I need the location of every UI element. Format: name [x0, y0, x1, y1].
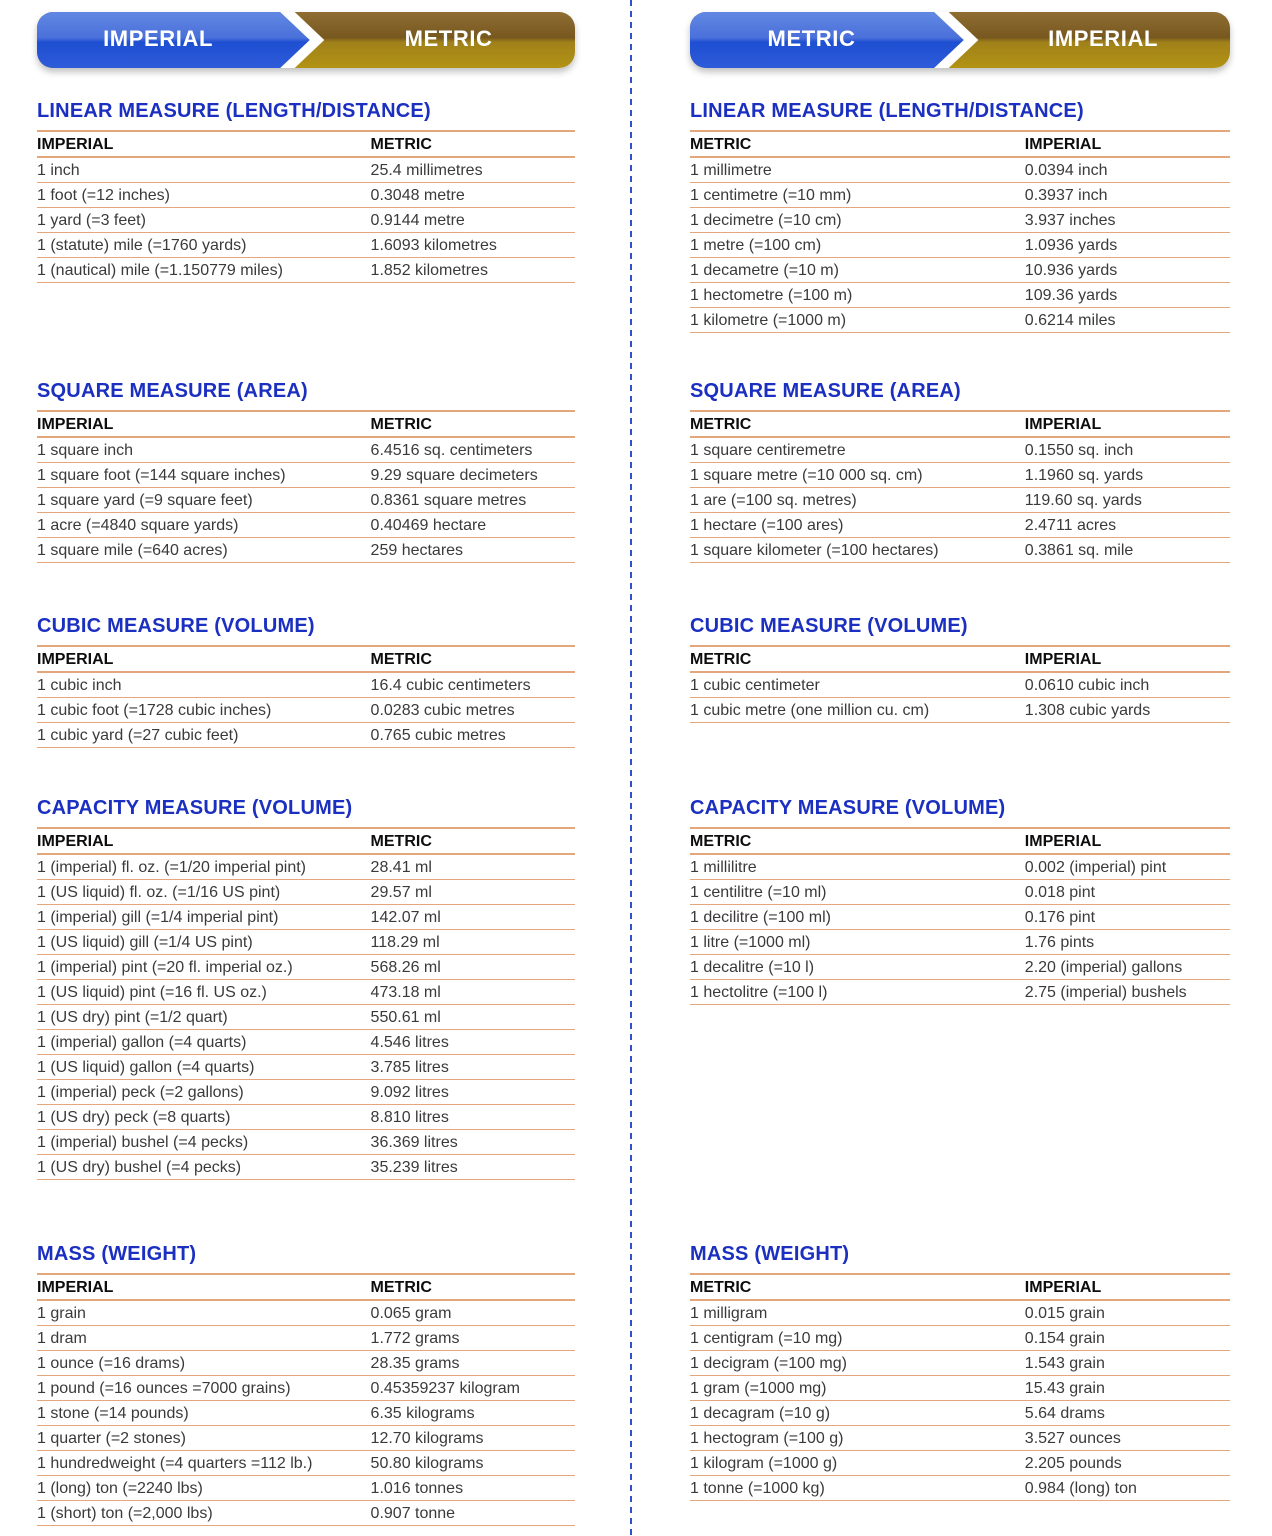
table-row: [37, 698, 575, 723]
value-cell: 0.907 tonne: [371, 1501, 575, 1526]
value-cell: 9.092 litres: [371, 1080, 575, 1105]
column-header: METRIC: [690, 411, 1025, 437]
column-header: METRIC: [690, 646, 1025, 672]
value-cell: 10.936 yards: [1025, 258, 1230, 283]
unit-cell: 1 decilitre (=100 ml): [690, 905, 1025, 930]
unit-cell: 1 tonne (=1000 kg): [690, 1476, 1025, 1501]
section-title: CAPACITY MEASURE (VOLUME): [690, 797, 1006, 819]
table-row: [690, 880, 1230, 905]
table-row: [690, 463, 1230, 488]
unit-cell: 1 yard (=3 feet): [37, 208, 371, 233]
table-row: [37, 488, 575, 513]
table-row: [37, 1326, 575, 1351]
value-cell: 0.0610 cubic inch: [1025, 672, 1230, 698]
table-row: [37, 854, 575, 880]
value-cell: 15.43 grain: [1025, 1376, 1230, 1401]
table-row: [37, 1055, 575, 1080]
unit-cell: 1 square mile (=640 acres): [37, 538, 371, 563]
unit-cell: 1 metre (=100 cm): [690, 233, 1025, 258]
table-row: [37, 880, 575, 905]
table-row: [37, 1130, 575, 1155]
value-cell: 0.002 (imperial) pint: [1025, 854, 1230, 880]
section-title: CUBIC MEASURE (VOLUME): [690, 615, 968, 637]
value-cell: 6.4516 sq. centimeters: [371, 437, 575, 463]
value-cell: 6.35 kilograms: [371, 1401, 575, 1426]
value-cell: 29.57 ml: [371, 880, 575, 905]
value-cell: 1.308 cubic yards: [1025, 698, 1230, 723]
value-cell: 1.852 kilometres: [371, 258, 575, 283]
column-header: METRIC: [690, 828, 1025, 854]
unit-cell: 1 (US dry) peck (=8 quarts): [37, 1105, 371, 1130]
table-row: [37, 1476, 575, 1501]
unit-cell: 1 (US dry) bushel (=4 pecks): [37, 1155, 371, 1180]
section-title: SQUARE MEASURE (AREA): [37, 380, 308, 402]
unit-cell: 1 square inch: [37, 437, 371, 463]
unit-cell: 1 foot (=12 inches): [37, 183, 371, 208]
value-cell: 12.70 kilograms: [371, 1426, 575, 1451]
unit-cell: 1 decimetre (=10 cm): [690, 208, 1025, 233]
unit-cell: 1 decigram (=100 mg): [690, 1351, 1025, 1376]
table-row: [37, 513, 575, 538]
conversion-table: [690, 130, 1230, 333]
table-row: [690, 157, 1230, 183]
value-cell: 9.29 square decimeters: [371, 463, 575, 488]
value-cell: 118.29 ml: [371, 930, 575, 955]
metric-to-imperial-banner: [690, 12, 1230, 68]
value-cell: 28.35 grams: [371, 1351, 575, 1376]
section-title: CAPACITY MEASURE (VOLUME): [37, 797, 353, 819]
section-imperial-to-metric-5: [37, 1243, 575, 1526]
value-cell: 1.543 grain: [1025, 1351, 1230, 1376]
table-row: [37, 183, 575, 208]
column-header: IMPERIAL: [1025, 646, 1230, 672]
column-header: IMPERIAL: [37, 1274, 371, 1300]
section-metric-to-imperial-4: [690, 797, 1230, 1005]
unit-cell: 1 inch: [37, 157, 371, 183]
table-row: [690, 980, 1230, 1005]
value-cell: 1.76 pints: [1025, 930, 1230, 955]
value-cell: 4.546 litres: [371, 1030, 575, 1055]
unit-cell: 1 (US liquid) fl. oz. (=1/16 US pint): [37, 880, 371, 905]
value-cell: 28.41 ml: [371, 854, 575, 880]
conversion-table: [37, 410, 575, 563]
table-row: [37, 538, 575, 563]
section-metric-to-imperial-1: [690, 100, 1230, 333]
table-row: [37, 1451, 575, 1476]
column-header: METRIC: [371, 131, 575, 157]
value-cell: 473.18 ml: [371, 980, 575, 1005]
unit-cell: 1 quarter (=2 stones): [37, 1426, 371, 1451]
banner-to-label: IMPERIAL: [1048, 25, 1159, 51]
table-row: [37, 437, 575, 463]
value-cell: 50.80 kilograms: [371, 1451, 575, 1476]
unit-cell: 1 centimetre (=10 mm): [690, 183, 1025, 208]
value-cell: 0.45359237 kilogram: [371, 1376, 575, 1401]
value-cell: 109.36 yards: [1025, 283, 1230, 308]
section-imperial-to-metric-2: [37, 380, 575, 563]
banner-from-label: IMPERIAL: [103, 25, 213, 51]
value-cell: 0.40469 hectare: [371, 513, 575, 538]
table-header-row: [690, 1274, 1230, 1300]
unit-cell: 1 ounce (=16 drams): [37, 1351, 371, 1376]
table-row: [37, 905, 575, 930]
table-row: [37, 233, 575, 258]
table-row: [37, 980, 575, 1005]
unit-cell: 1 (nautical) mile (=1.150779 miles): [37, 258, 371, 283]
table-row: [690, 488, 1230, 513]
table-row: [690, 1326, 1230, 1351]
value-cell: 1.0936 yards: [1025, 233, 1230, 258]
two-column-layout: [37, 12, 1230, 1526]
unit-cell: 1 grain: [37, 1300, 371, 1326]
unit-cell: 1 (statute) mile (=1760 yards): [37, 233, 371, 258]
table-row: [37, 1030, 575, 1055]
table-header-row: [690, 646, 1230, 672]
table-row: [37, 258, 575, 283]
column-header: METRIC: [371, 411, 575, 437]
unit-cell: 1 decametre (=10 m): [690, 258, 1025, 283]
section-title: CUBIC MEASURE (VOLUME): [37, 615, 315, 637]
table-header-row: [690, 411, 1230, 437]
table-row: [690, 698, 1230, 723]
unit-cell: 1 decagram (=10 g): [690, 1401, 1025, 1426]
table-header-row: [37, 131, 575, 157]
table-row: [37, 157, 575, 183]
column-header: METRIC: [371, 1274, 575, 1300]
value-cell: 0.0394 inch: [1025, 157, 1230, 183]
value-cell: 1.6093 kilometres: [371, 233, 575, 258]
value-cell: 550.61 ml: [371, 1005, 575, 1030]
conversion-table: [37, 827, 575, 1180]
table-row: [690, 1300, 1230, 1326]
section-imperial-to-metric-3: [37, 615, 575, 748]
table-header-row: [690, 828, 1230, 854]
unit-cell: 1 square metre (=10 000 sq. cm): [690, 463, 1025, 488]
unit-cell: 1 hectolitre (=100 l): [690, 980, 1025, 1005]
unit-cell: 1 millimetre: [690, 157, 1025, 183]
table-row: [690, 1401, 1230, 1426]
value-cell: 3.527 ounces: [1025, 1426, 1230, 1451]
table-row: [37, 1501, 575, 1526]
value-cell: 1.772 grams: [371, 1326, 575, 1351]
unit-cell: 1 millilitre: [690, 854, 1025, 880]
unit-cell: 1 (imperial) peck (=2 gallons): [37, 1080, 371, 1105]
unit-cell: 1 decalitre (=10 l): [690, 955, 1025, 980]
column-header: IMPERIAL: [37, 646, 371, 672]
section-title: MASS (WEIGHT): [37, 1243, 197, 1265]
table-row: [690, 1476, 1230, 1501]
unit-cell: 1 kilogram (=1000 g): [690, 1451, 1025, 1476]
unit-cell: 1 kilometre (=1000 m): [690, 308, 1025, 333]
section-title: MASS (WEIGHT): [690, 1243, 850, 1265]
value-cell: 0.6214 miles: [1025, 308, 1230, 333]
value-cell: 142.07 ml: [371, 905, 575, 930]
unit-cell: 1 cubic yard (=27 cubic feet): [37, 723, 371, 748]
value-cell: 0.015 grain: [1025, 1300, 1230, 1326]
table-row: [690, 208, 1230, 233]
table-row: [690, 930, 1230, 955]
value-cell: 0.176 pint: [1025, 905, 1230, 930]
table-row: [690, 955, 1230, 980]
unit-cell: 1 centilitre (=10 ml): [690, 880, 1025, 905]
column-header: IMPERIAL: [1025, 131, 1230, 157]
value-cell: 0.765 cubic metres: [371, 723, 575, 748]
unit-cell: 1 (imperial) pint (=20 fl. imperial oz.): [37, 955, 371, 980]
column-header: METRIC: [690, 131, 1025, 157]
unit-cell: 1 square foot (=144 square inches): [37, 463, 371, 488]
table-row: [690, 672, 1230, 698]
conversion-table: [690, 410, 1230, 563]
unit-cell: 1 (imperial) bushel (=4 pecks): [37, 1130, 371, 1155]
unit-cell: 1 hectometre (=100 m): [690, 283, 1025, 308]
unit-cell: 1 square yard (=9 square feet): [37, 488, 371, 513]
table-row: [37, 955, 575, 980]
table-header-row: [690, 131, 1230, 157]
unit-cell: 1 hectare (=100 ares): [690, 513, 1025, 538]
banner-from-label: METRIC: [767, 25, 856, 51]
value-cell: 3.937 inches: [1025, 208, 1230, 233]
value-cell: 1.1960 sq. yards: [1025, 463, 1230, 488]
column-header: METRIC: [371, 646, 575, 672]
table-row: [690, 258, 1230, 283]
unit-cell: 1 (US liquid) pint (=16 fl. US oz.): [37, 980, 371, 1005]
value-cell: 0.018 pint: [1025, 880, 1230, 905]
conversion-table: [37, 1273, 575, 1526]
unit-cell: 1 centigram (=10 mg): [690, 1326, 1025, 1351]
table-row: [690, 538, 1230, 563]
unit-cell: 1 cubic foot (=1728 cubic inches): [37, 698, 371, 723]
table-row: [37, 1376, 575, 1401]
value-cell: 3.785 litres: [371, 1055, 575, 1080]
table-row: [37, 930, 575, 955]
value-cell: 5.64 drams: [1025, 1401, 1230, 1426]
unit-cell: 1 cubic inch: [37, 672, 371, 698]
value-cell: 259 hectares: [371, 538, 575, 563]
section-metric-to-imperial-5: [690, 1243, 1230, 1501]
value-cell: 25.4 millimetres: [371, 157, 575, 183]
unit-cell: 1 acre (=4840 square yards): [37, 513, 371, 538]
unit-cell: 1 square centiremetre: [690, 437, 1025, 463]
column-header: IMPERIAL: [37, 828, 371, 854]
table-header-row: [37, 1274, 575, 1300]
table-row: [37, 1155, 575, 1180]
unit-cell: 1 cubic metre (one million cu. cm): [690, 698, 1025, 723]
section-title: LINEAR MEASURE (LENGTH/DISTANCE): [37, 100, 431, 122]
conversion-table: [37, 130, 575, 283]
column-header: IMPERIAL: [1025, 1274, 1230, 1300]
table-row: [690, 1351, 1230, 1376]
value-cell: 2.75 (imperial) bushels: [1025, 980, 1230, 1005]
unit-cell: 1 (imperial) gill (=1/4 imperial pint): [37, 905, 371, 930]
table-row: [690, 905, 1230, 930]
table-header-row: [37, 646, 575, 672]
table-row: [37, 1105, 575, 1130]
table-row: [690, 1426, 1230, 1451]
value-cell: 2.4711 acres: [1025, 513, 1230, 538]
value-cell: 0.065 gram: [371, 1300, 575, 1326]
unit-cell: 1 stone (=14 pounds): [37, 1401, 371, 1426]
unit-cell: 1 dram: [37, 1326, 371, 1351]
table-row: [690, 513, 1230, 538]
column-header: IMPERIAL: [37, 131, 371, 157]
unit-cell: 1 (US dry) pint (=1/2 quart): [37, 1005, 371, 1030]
unit-cell: 1 milligram: [690, 1300, 1025, 1326]
table-row: [37, 1300, 575, 1326]
value-cell: 1.016 tonnes: [371, 1476, 575, 1501]
unit-cell: 1 square kilometer (=100 hectares): [690, 538, 1025, 563]
table-row: [690, 1451, 1230, 1476]
imperial-to-metric-banner: [37, 12, 575, 68]
conversion-table: [690, 827, 1230, 1005]
table-row: [690, 283, 1230, 308]
value-cell: 0.0283 cubic metres: [371, 698, 575, 723]
table-row: [690, 854, 1230, 880]
unit-cell: 1 litre (=1000 ml): [690, 930, 1025, 955]
section-title: SQUARE MEASURE (AREA): [690, 380, 961, 402]
table-header-row: [37, 411, 575, 437]
value-cell: 0.1550 sq. inch: [1025, 437, 1230, 463]
unit-cell: 1 (short) ton (=2,000 lbs): [37, 1501, 371, 1526]
table-row: [690, 308, 1230, 333]
value-cell: 8.810 litres: [371, 1105, 575, 1130]
column-header: IMPERIAL: [1025, 411, 1230, 437]
table-row: [37, 1005, 575, 1030]
value-cell: 2.205 pounds: [1025, 1451, 1230, 1476]
table-row: [37, 463, 575, 488]
conversion-table: [37, 645, 575, 748]
table-header-row: [37, 828, 575, 854]
table-row: [690, 1376, 1230, 1401]
value-cell: 35.239 litres: [371, 1155, 575, 1180]
table-row: [37, 1426, 575, 1451]
table-row: [690, 437, 1230, 463]
unit-cell: 1 (long) ton (=2240 lbs): [37, 1476, 371, 1501]
value-cell: 16.4 cubic centimeters: [371, 672, 575, 698]
table-row: [37, 1351, 575, 1376]
unit-cell: 1 gram (=1000 mg): [690, 1376, 1025, 1401]
value-cell: 568.26 ml: [371, 955, 575, 980]
unit-cell: 1 cubic centimeter: [690, 672, 1025, 698]
section-imperial-to-metric-1: [37, 100, 575, 283]
table-row: [690, 183, 1230, 208]
table-row: [37, 208, 575, 233]
unit-cell: 1 (imperial) fl. oz. (=1/20 imperial pint): [37, 854, 371, 880]
table-row: [37, 1401, 575, 1426]
section-imperial-to-metric-4: [37, 797, 575, 1180]
value-cell: 0.3861 sq. mile: [1025, 538, 1230, 563]
value-cell: 36.369 litres: [371, 1130, 575, 1155]
value-cell: 0.154 grain: [1025, 1326, 1230, 1351]
conversion-table: [690, 1273, 1230, 1501]
value-cell: 0.984 (long) ton: [1025, 1476, 1230, 1501]
unit-cell: 1 are (=100 sq. metres): [690, 488, 1025, 513]
section-metric-to-imperial-2: [690, 380, 1230, 563]
column-header: METRIC: [690, 1274, 1025, 1300]
unit-cell: 1 hundredweight (=4 quarters =112 lb.): [37, 1451, 371, 1476]
value-cell: 0.9144 metre: [371, 208, 575, 233]
unit-cell: 1 (US liquid) gill (=1/4 US pint): [37, 930, 371, 955]
unit-cell: 1 hectogram (=100 g): [690, 1426, 1025, 1451]
table-row: [37, 723, 575, 748]
table-row: [37, 1080, 575, 1105]
column-header: IMPERIAL: [37, 411, 371, 437]
column-header: IMPERIAL: [1025, 828, 1230, 854]
table-row: [690, 233, 1230, 258]
value-cell: 119.60 sq. yards: [1025, 488, 1230, 513]
value-cell: 0.3937 inch: [1025, 183, 1230, 208]
section-metric-to-imperial-3: [690, 615, 1230, 723]
unit-cell: 1 pound (=16 ounces =7000 grains): [37, 1376, 371, 1401]
table-row: [37, 672, 575, 698]
conversion-table: [690, 645, 1230, 723]
column-header: METRIC: [371, 828, 575, 854]
value-cell: 0.8361 square metres: [371, 488, 575, 513]
value-cell: 0.3048 metre: [371, 183, 575, 208]
unit-cell: 1 (US liquid) gallon (=4 quarts): [37, 1055, 371, 1080]
unit-cell: 1 (imperial) gallon (=4 quarts): [37, 1030, 371, 1055]
section-title: LINEAR MEASURE (LENGTH/DISTANCE): [690, 100, 1084, 122]
value-cell: 2.20 (imperial) gallons: [1025, 955, 1230, 980]
banner-to-label: METRIC: [404, 25, 493, 51]
